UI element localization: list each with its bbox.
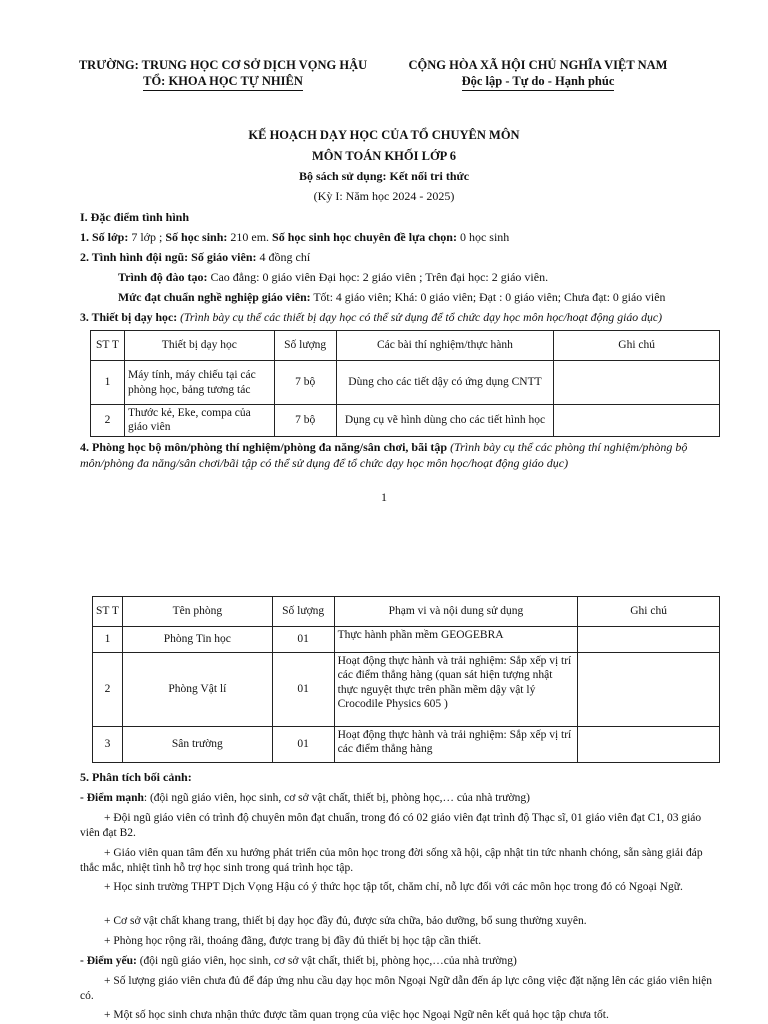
column-header: Các bài thí nghiệm/thực hành — [336, 331, 554, 361]
table-cell: 01 — [272, 627, 334, 653]
table-row — [91, 361, 720, 405]
table-cell: 2 — [91, 405, 125, 437]
table-cell: Hoạt động thực hành và trải nghiệm: Sắp xếp vị trí các điểm thẳng hàng — [334, 727, 578, 763]
table-cell: Dụng cụ vẽ hình dùng cho các tiết hình học — [336, 405, 554, 437]
page-number: 1 — [381, 490, 387, 504]
training-line: Trình độ đào tạo: Cao đẳng: 0 giáo viên Đại học: 2 giáo viên ; Trên đại học: 2 giáo viên. — [118, 270, 549, 284]
table-cell: Sân trường — [122, 727, 272, 763]
weakness-item: + Một số học sinh chưa nhận thức được tầm quan trọng của việc học Ngoại Ngữ nên kết quả học tập chưa tốt. — [104, 1009, 609, 1021]
table-row — [93, 627, 720, 653]
group-name: TỔ: KHOA HỌC TỰ NHIÊN — [143, 74, 303, 92]
table-cell: 7 bộ — [274, 361, 336, 405]
column-header: ST T — [91, 331, 125, 361]
table-cell: Phòng Vật lí — [122, 653, 272, 727]
table-header-row — [93, 597, 720, 627]
title-block — [0, 128, 768, 209]
table-cell — [578, 627, 720, 653]
column-header: Số lượng — [274, 331, 336, 361]
strength-item: + Đội ngũ giáo viên có trình độ chuyên môn đạt chuẩn, trong đó có 02 giáo viên đạt trình độ Thạc sĩ, 01 giáo viên đạt C1, 03 giáo viên đạt B2. — [80, 812, 702, 839]
doc-title: KẾ HOẠCH DẠY HỌC CỦA TỔ CHUYÊN MÔN — [248, 128, 520, 142]
table-cell: 2 — [93, 653, 123, 727]
doc-subtitle: MÔN TOÁN KHỐI LỚP 6 — [311, 148, 456, 163]
section-5-heading: 5. Phân tích bối cảnh: — [80, 770, 192, 784]
table-cell: Thước kẻ, Eke, compa của giáo viên — [124, 405, 274, 437]
table-cell: Máy tính, máy chiếu tại các phòng học, bảng tương tác — [124, 361, 274, 405]
column-header: Thiết bị dạy học — [124, 331, 274, 361]
column-header: Ghi chú — [578, 597, 720, 627]
equipment-table — [90, 330, 720, 437]
table-header-row — [91, 331, 720, 361]
nation-name: CỘNG HÒA XÃ HỘI CHỦ NGHĨA VIỆT NAM — [408, 58, 668, 72]
table-row — [93, 727, 720, 763]
weakness-item: + Số lượng giáo viên chưa đủ để đáp ứng nhu cầu dạy học môn Ngoại Ngữ dẫn đến áp lực công việc đặt nặng lên các giáo viên hiện có. — [80, 975, 713, 1002]
column-header: Tên phòng — [122, 597, 272, 627]
strength-line: - Điểm mạnh: (đội ngũ giáo viên, học sinh, cơ sở vật chất, thiết bị, phòng học,… của nhà trường) — [80, 792, 530, 804]
strength-item: + Học sinh trường THPT Dịch Vọng Hậu có ý thức học tập tốt, chăm chỉ, nỗ lực đối với các môn học trong đó có Ngoại Ngữ. — [104, 881, 683, 893]
table-cell — [554, 405, 720, 437]
header-left — [58, 58, 388, 91]
table-cell: 7 bộ — [274, 405, 336, 437]
school-year: (Kỳ I: Năm học 2024 - 2025) — [313, 189, 455, 204]
strength-item: + Giáo viên quan tâm đến xu hướng phát triển của môn học trong đời sống xã hội, cập nhật tin tức nhanh chóng, sẵn sàng giải đáp thắc mắc, nhiệt tình hỗ trợ học sinh trong quá trình học tập. — [80, 847, 703, 874]
table-cell: 1 — [93, 627, 123, 653]
equipment-line: 3. Thiết bị dạy học: (Trình bày cụ thể các thiết bị dạy học có thể sử dụng để tổ chức dạy học môn học/hoạt động giáo dục) — [80, 310, 663, 324]
school-name: TRƯỜNG: TRUNG HỌC CƠ SỞ DỊCH VỌNG HẬU — [78, 58, 368, 72]
rooms-table — [92, 596, 720, 763]
table-cell: 1 — [91, 361, 125, 405]
header-right — [398, 58, 678, 91]
table-cell — [554, 361, 720, 405]
table-cell: 3 — [93, 727, 123, 763]
table-cell: Thực hành phần mềm GEOGEBRA — [334, 627, 578, 653]
strength-item: + Phòng học rộng rãi, thoáng đãng, được trang bị đầy đủ thiết bị học tập cần thiết. — [104, 935, 482, 947]
table-cell: Phòng Tin học — [122, 627, 272, 653]
table-row — [93, 653, 720, 727]
column-header: ST T — [93, 597, 123, 627]
standard-line: Mức đạt chuẩn nghề nghiệp giáo viên: Tốt: 4 giáo viên; Khá: 0 giáo viên; Đạt : 0 giáo viên; Chưa đạt: 0 giáo viên — [118, 290, 666, 304]
strength-item: + Cơ sở vật chất khang trang, thiết bị dạy học đầy đủ, được sửa chữa, bảo dưỡng, bổ sung thường xuyên. — [104, 915, 587, 927]
class-count-line: 1. Số lớp: 7 lớp ; Số học sinh: 210 em. Số học sinh học chuyên đề lựa chọn: 0 học sinh — [80, 230, 510, 244]
staff-line: 2. Tình hình đội ngũ: Số giáo viên: 4 đồng chí — [80, 250, 311, 264]
table-row — [91, 405, 720, 437]
table-cell: Hoạt động thực hành và trải nghiệm: Sắp xếp vị trí các điểm thẳng hàng (quan sát hiện tượng nhật thực nguyệt thực trên phần mềm dậy vật lý Crocodile Physics 605 ) — [334, 653, 578, 727]
table-cell: 01 — [272, 653, 334, 727]
national-motto: Độc lập - Tự do - Hạnh phúc — [462, 74, 615, 92]
textbook-line: Bộ sách sử dụng: Kết nối tri thức — [298, 169, 470, 184]
section-4: 4. Phòng học bộ môn/phòng thí nghiệm/phòng đa năng/sân chơi, bãi tập (Trình bày cụ thể các phòng thí nghiệm/phòng bộ môn/phòng đa năng/sân chơi/bãi tập có thể sử dụng để tổ chức dạy học môn học/hoạt động giáo dục) — [80, 440, 688, 470]
column-header: Ghi chú — [554, 331, 720, 361]
table-cell — [578, 653, 720, 727]
section-1 — [80, 210, 720, 324]
table-cell: Dùng cho các tiết dậy có ứng dụng CNTT — [336, 361, 554, 405]
weakness-line: - Điểm yếu: (đội ngũ giáo viên, học sinh, cơ sở vật chất, thiết bị, phòng học,…của nhà trường) — [80, 955, 517, 967]
table-cell — [578, 727, 720, 763]
section-1-heading: I. Đặc điểm tình hình — [80, 210, 190, 224]
column-header: Phạm vi và nội dung sử dụng — [334, 597, 578, 627]
table-cell: 01 — [272, 727, 334, 763]
column-header: Số lượng — [272, 597, 334, 627]
